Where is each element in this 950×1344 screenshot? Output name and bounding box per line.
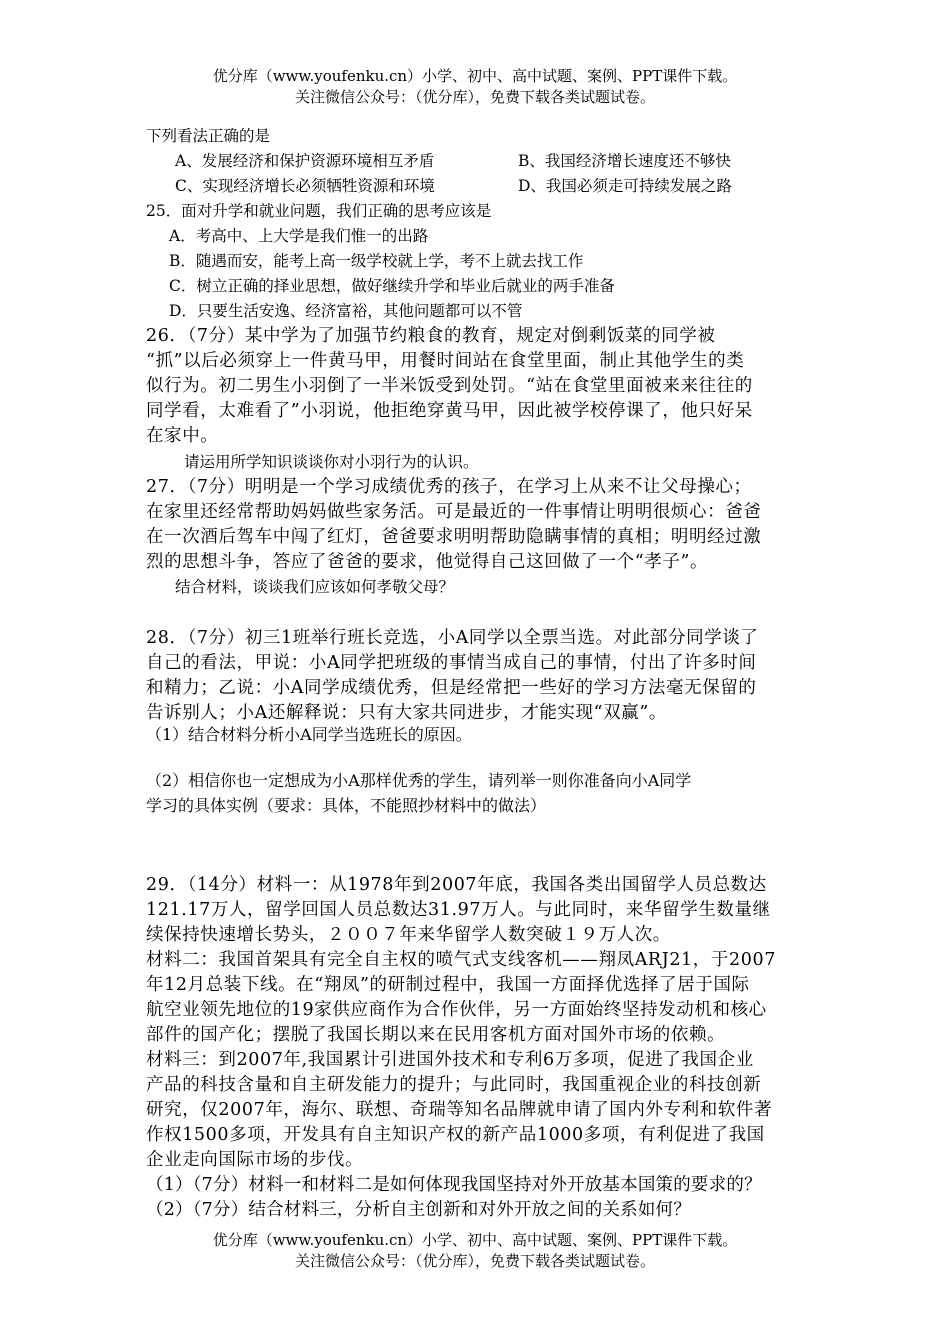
q28-sub-1: （1）结合材料分析小A同学当选班长的原因。 [146, 725, 472, 744]
q29-line-3: 续保持快速增长势头，２００７年来华留学人数突破１９万人次。 [146, 925, 671, 945]
q29-line-7: 部件的国产化；摆脱了我国长期以来在民用客机方面对国外市场的依赖。 [146, 1025, 726, 1045]
q27-line-4: 烈的思想斗争，答应了爸爸的要求，他觉得自己这回做了一个“孝子”。 [146, 552, 709, 572]
q29-line-2: 121.17万人，留学回国人员总数达31.97万人。与此同时，来华留学生数量继 [146, 900, 771, 920]
q26-line-1: 26．（7分）某中学为了加强节约粮食的教育，规定对倒剩饭菜的同学被 [146, 326, 716, 346]
q29-line-9: 产品的科技含量和自主研发能力的提升；与此同时，我国重视企业的科技创新 [146, 1075, 762, 1095]
q28-line-1: 28．（7分）初三1班举行班长竞选，小A同学以全票当选。对此部分同学谈了 [146, 628, 759, 648]
q26-line-5: 在家中。 [146, 426, 219, 446]
q26-line-4: 同学看，太难看了”小羽说，他拒绝穿黄马甲，因此被学校停课了，他只好呆 [146, 401, 753, 421]
q28-sub-2-line-2: 学习的具体实例（要求：具体，不能照抄材料中的做法） [146, 796, 547, 815]
footer-line-1: 优分库（www.youfenku.cn）小学、初中、高中试题、案例、PPT课件下载。 [212, 1231, 738, 1249]
q29-sub-2: （2）（7分）结合材料三，分析自主创新和对外开放之间的关系如何？ [146, 1200, 691, 1220]
header-line-2: 关注微信公众号：（优分库），免费下载各类试题试卷。 [294, 88, 655, 106]
q29-line-6: 航空业领先地位的19家供应商作为合作伙伴，另一方面始终坚持发动机和核心 [146, 1000, 767, 1020]
q25-option-d: D．只要生活安逸、经济富裕，其他问题都可以不管 [169, 302, 523, 320]
q24-option-c: C、实现经济增长必须牺牲资源和环境 [175, 177, 435, 195]
q24-option-b: B、我国经济增长速度还不够快 [518, 152, 731, 170]
q29-line-10: 研究，仅2007年，海尔、联想、奇瑞等知名品牌就申请了国内外专利和软件著 [146, 1100, 773, 1120]
q25-option-b: B．随遇而安，能考上高一级学校就上学，考不上就去找工作 [169, 252, 584, 270]
q24-option-d: D、我国必须走可持续发展之路 [518, 177, 732, 195]
q25-stem: 25．面对升学和就业问题，我们正确的思考应该是 [146, 202, 492, 220]
q27-line-1: 27．（7分）明明是一个学习成绩优秀的孩子，在学习上从来不让父母操心； [146, 477, 752, 497]
q25-option-a: A．考高中、上大学是我们惟一的出路 [169, 227, 429, 245]
q26-question: 请运用所学知识谈谈你对小羽行为的认识。 [184, 453, 479, 471]
q29-line-1: 29．（14分）材料一：从1978年到2007年底，我国各类出国留学人员总数达 [146, 875, 767, 895]
q28-sub-2-line-1: （2）相信你也一定想成为小A那样优秀的学生，请列举一则你准备向小A同学 [146, 771, 692, 790]
q27-question: 结合材料，谈谈我们应该如何孝敬父母？ [175, 578, 455, 596]
q29-line-4: 材料二：我国首架具有完全自主权的喷气式支线客机——翔凤ARJ21，于2007 [146, 950, 776, 970]
q29-line-12: 企业走向国际市场的步伐。 [146, 1150, 364, 1170]
q27-line-3: 在一次酒后驾车中闯了红灯，爸爸要求明明帮助隐瞒事情的真相；明明经过激 [146, 527, 762, 547]
q24-option-a: A、发展经济和保护资源环境相互矛盾 [175, 152, 435, 170]
q24-stem-tail: 下列看法正确的是 [146, 127, 271, 145]
q26-line-3: 似行为。初二男生小羽倒了一半米饭受到处罚。“站在食堂里面被来来往往的 [146, 376, 753, 396]
q29-line-8: 材料三：到2007年,我国累计引进国外技术和专利6万多项，促进了我国企业 [146, 1050, 754, 1070]
q29-line-11: 作权1500多项，开发具有自主知识产权的新产品1000多项，有利促进了我国 [146, 1125, 765, 1145]
q29-line-5: 年12月总装下线。在“翔凤”的研制过程中，我国一方面择优选择了居于国际 [146, 975, 750, 995]
footer-line-2: 关注微信公众号：（优分库），免费下载各类试题试卷。 [294, 1252, 655, 1270]
q29-sub-1: （1）（7分）材料一和材料二是如何体现我国坚持对外开放基本国策的要求的？ [146, 1175, 762, 1195]
q26-line-2: “抓”以后必须穿上一件黄马甲，用餐时间站在食堂里面，制止其他学生的类 [146, 351, 745, 371]
q28-line-2: 自己的看法，甲说：小A同学把班级的事情当成自己的事情，付出了许多时间 [146, 653, 757, 673]
header-line-1: 优分库（www.youfenku.cn）小学、初中、高中试题、案例、PPT课件下载。 [212, 67, 738, 85]
q27-line-2: 在家里还经常帮助妈妈做些家务活。可是最近的一件事情让明明很烦心：爸爸 [146, 502, 762, 522]
q28-line-4: 告诉别人；小A还解释说：只有大家共同进步，才能实现“双赢”。 [146, 703, 668, 723]
q25-option-c: C．树立正确的择业思想，做好继续升学和毕业后就业的两手准备 [169, 277, 615, 295]
q28-line-3: 和精力；乙说：小A同学成绩优秀，但是经常把一些好的学习方法毫无保留的 [146, 678, 757, 698]
